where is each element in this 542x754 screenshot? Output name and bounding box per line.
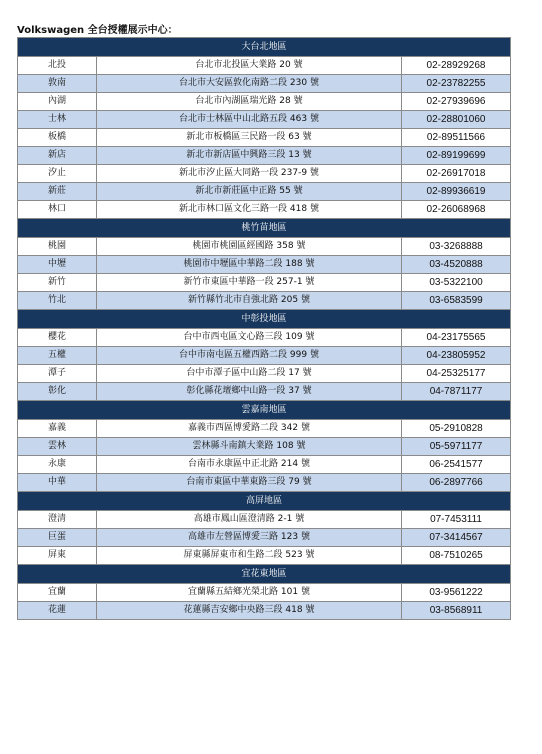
phone-cell: 03-5322100	[402, 274, 511, 292]
city-cell: 新店	[18, 147, 97, 165]
city-cell: 櫻花	[18, 329, 97, 347]
phone-cell: 06-2897766	[402, 474, 511, 492]
region-header-row	[18, 565, 511, 584]
phone-cell: 05-5971177	[402, 438, 511, 456]
table-row	[18, 456, 511, 474]
address-cell: 台北市內湖區瑞光路 28 號	[97, 93, 402, 111]
region-header-row	[18, 219, 511, 238]
city-cell: 宜蘭	[18, 584, 97, 602]
address-cell: 高雄市左營區博愛三路 123 號	[97, 529, 402, 547]
table-row	[18, 201, 511, 219]
address-cell: 新北市新莊區中正路 55 號	[97, 183, 402, 201]
phone-cell: 02-26068968	[402, 201, 511, 219]
city-cell: 嘉義	[18, 420, 97, 438]
table-row	[18, 547, 511, 565]
table-row	[18, 584, 511, 602]
phone-cell: 04-25325177	[402, 365, 511, 383]
table-row	[18, 365, 511, 383]
address-cell: 宜蘭縣五結鄉光榮北路 101 號	[97, 584, 402, 602]
region-header-row	[18, 492, 511, 511]
region-header-row	[18, 401, 511, 420]
address-cell: 新北市林口區文化三路一段 418 號	[97, 201, 402, 219]
table-row	[18, 147, 511, 165]
city-cell: 巨蛋	[18, 529, 97, 547]
phone-cell: 06-2541577	[402, 456, 511, 474]
table-row	[18, 57, 511, 75]
table-row	[18, 93, 511, 111]
region-header: 桃竹苗地區	[18, 219, 511, 238]
table-row	[18, 75, 511, 93]
address-cell: 新北市板橋區三民路一段 63 號	[97, 129, 402, 147]
phone-cell: 03-4520888	[402, 256, 511, 274]
address-cell: 台中市南屯區五權西路二段 999 號	[97, 347, 402, 365]
city-cell: 澄清	[18, 511, 97, 529]
address-cell: 新竹縣竹北市自強北路 205 號	[97, 292, 402, 310]
phone-cell: 03-8568911	[402, 602, 511, 620]
city-cell: 新莊	[18, 183, 97, 201]
phone-cell: 02-26917018	[402, 165, 511, 183]
city-cell: 永康	[18, 456, 97, 474]
address-cell: 新北市汐止區大同路一段 237-9 號	[97, 165, 402, 183]
phone-cell: 03-6583599	[402, 292, 511, 310]
table-row	[18, 256, 511, 274]
address-cell: 台北市北投區大業路 20 號	[97, 57, 402, 75]
phone-cell: 03-9561222	[402, 584, 511, 602]
address-cell: 新北市新店區中興路三段 13 號	[97, 147, 402, 165]
showroom-table	[17, 37, 511, 620]
address-cell: 桃園市桃園區經國路 358 號	[97, 238, 402, 256]
city-cell: 潭子	[18, 365, 97, 383]
table-row	[18, 238, 511, 256]
table-row	[18, 165, 511, 183]
phone-cell: 02-28801060	[402, 111, 511, 129]
region-header: 中彰投地區	[18, 310, 511, 329]
address-cell: 桃園市中壢區中華路二段 188 號	[97, 256, 402, 274]
region-header: 雲嘉南地區	[18, 401, 511, 420]
table-row	[18, 420, 511, 438]
table-row	[18, 529, 511, 547]
address-cell: 台南市永康區中正北路 214 號	[97, 456, 402, 474]
address-cell: 台中市西屯區文心路三段 109 號	[97, 329, 402, 347]
table-row	[18, 511, 511, 529]
table-row	[18, 183, 511, 201]
region-header-row	[18, 38, 511, 57]
table-row	[18, 111, 511, 129]
city-cell: 屏東	[18, 547, 97, 565]
city-cell: 士林	[18, 111, 97, 129]
page-title: Volkswagen 全台授權展示中心：	[17, 25, 178, 36]
phone-cell: 08-7510265	[402, 547, 511, 565]
address-cell: 彰化縣花壇鄉中山路一段 37 號	[97, 383, 402, 401]
table-row	[18, 438, 511, 456]
phone-cell: 05-2910828	[402, 420, 511, 438]
region-header: 大台北地區	[18, 38, 511, 57]
phone-cell: 02-89936619	[402, 183, 511, 201]
address-cell: 台中市潭子區中山路二段 17 號	[97, 365, 402, 383]
phone-cell: 07-3414567	[402, 529, 511, 547]
phone-cell: 04-23805952	[402, 347, 511, 365]
city-cell: 內湖	[18, 93, 97, 111]
city-cell: 五權	[18, 347, 97, 365]
table-row	[18, 129, 511, 147]
city-cell: 花蓮	[18, 602, 97, 620]
table-row	[18, 329, 511, 347]
city-cell: 中壢	[18, 256, 97, 274]
city-cell: 敦南	[18, 75, 97, 93]
address-cell: 台北市士林區中山北路五段 463 號	[97, 111, 402, 129]
phone-cell: 07-7453111	[402, 511, 511, 529]
address-cell: 高雄市鳳山區澄清路 2-1 號	[97, 511, 402, 529]
table-row	[18, 383, 511, 401]
city-cell: 板橋	[18, 129, 97, 147]
region-header: 宜花東地區	[18, 565, 511, 584]
city-cell: 中華	[18, 474, 97, 492]
region-header: 高屏地區	[18, 492, 511, 511]
phone-cell: 02-89199699	[402, 147, 511, 165]
table-row	[18, 474, 511, 492]
city-cell: 林口	[18, 201, 97, 219]
address-cell: 嘉義市西區博愛路二段 342 號	[97, 420, 402, 438]
city-cell: 雲林	[18, 438, 97, 456]
address-cell: 台北市大安區敦化南路二段 230 號	[97, 75, 402, 93]
city-cell: 竹北	[18, 292, 97, 310]
phone-cell: 03-3268888	[402, 238, 511, 256]
address-cell: 屏東縣屏東市和生路二段 523 號	[97, 547, 402, 565]
phone-cell: 04-7871177	[402, 383, 511, 401]
city-cell: 汐止	[18, 165, 97, 183]
city-cell: 新竹	[18, 274, 97, 292]
address-cell: 雲林縣斗南鎮大業路 108 號	[97, 438, 402, 456]
phone-cell: 02-89511566	[402, 129, 511, 147]
phone-cell: 04-23175565	[402, 329, 511, 347]
phone-cell: 02-28929268	[402, 57, 511, 75]
city-cell: 桃園	[18, 238, 97, 256]
city-cell: 彰化	[18, 383, 97, 401]
address-cell: 新竹市東區中華路一段 257-1 號	[97, 274, 402, 292]
table-row	[18, 347, 511, 365]
region-header-row	[18, 310, 511, 329]
table-row	[18, 274, 511, 292]
table-row	[18, 602, 511, 620]
phone-cell: 02-23782255	[402, 75, 511, 93]
address-cell: 台南市東區中華東路三段 79 號	[97, 474, 402, 492]
city-cell: 北投	[18, 57, 97, 75]
address-cell: 花蓮縣吉安鄉中央路三段 418 號	[97, 602, 402, 620]
table-row	[18, 292, 511, 310]
phone-cell: 02-27939696	[402, 93, 511, 111]
showroom-table-body	[18, 38, 511, 620]
